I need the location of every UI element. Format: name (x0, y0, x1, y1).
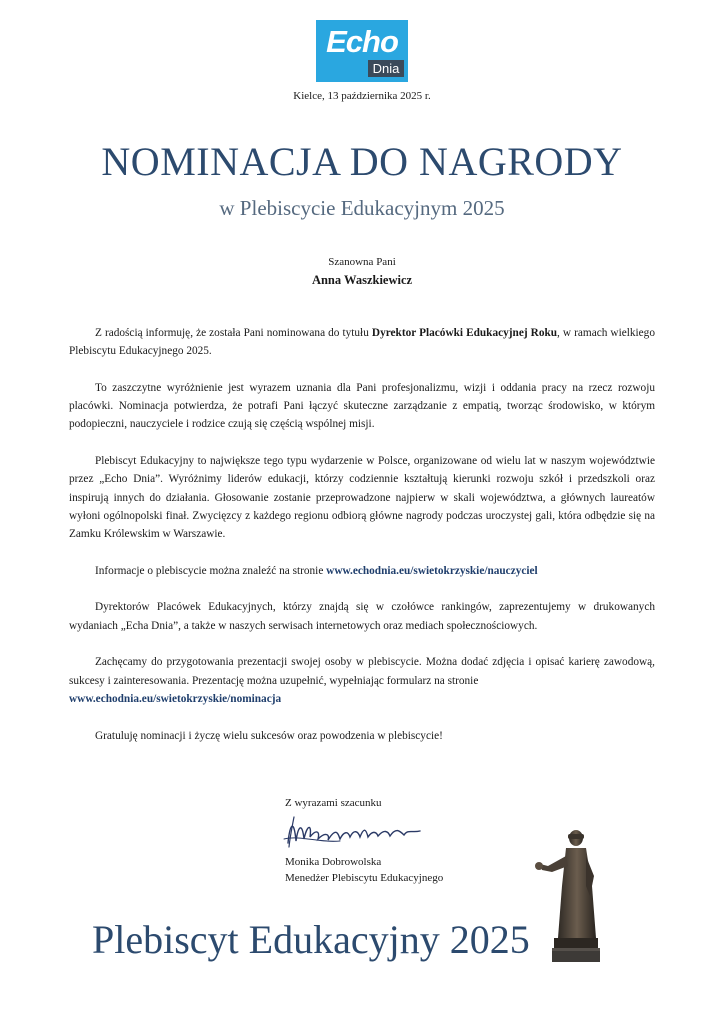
paragraph-congratulations: Gratuluję nominacji i życzę wielu sukcesów oraz powodzenia w plebiscycie! (95, 729, 443, 742)
closing-phrase: Z wyrazami szacunku (285, 797, 382, 809)
paragraph-text: Z radością informuję, że została Pani nominowana do tytułu (95, 327, 372, 339)
award-title: Dyrektor Placówki Edukacyjnej Roku (371, 327, 558, 339)
nomination-form-link[interactable]: www.echodnia.eu/swietokrzyskie/nominacja (69, 692, 282, 705)
document-title: NOMINACJA DO NAGRODY (101, 139, 623, 184)
signer-role: Menedżer Plebiscytu Edukacyjnego (285, 872, 444, 884)
document-subtitle: w Plebiscycie Edukacyjnym 2025 (219, 196, 505, 220)
footer-title: Plebiscyt Edukacyjny 2025 (92, 917, 530, 962)
paragraph-text: Informacje o plebiscycie można znaleźć na stronie (95, 564, 327, 577)
recipient-name: Anna Waszkiewicz (311, 273, 413, 287)
paragraph-nomination (69, 324, 655, 361)
handwritten-signature (280, 813, 430, 851)
paragraph-text: , w ramach wielkiego Plebiscytu Edukacyjnego 2025. (69, 327, 655, 358)
paragraph-info-link (69, 562, 655, 580)
logo-word-echo: Echo (326, 24, 398, 59)
echo-dnia-logo (316, 20, 408, 82)
signer-block (285, 854, 443, 886)
signer-name: Monika Dobrowolska (285, 856, 382, 868)
paragraph-publication: Dyrektorów Placówek Edukacyjnych, którzy znajdą się w czołówce rankingów, zaprezentujemy w drukowanych wydaniach „Echa Dnia”, a także w naszych serwisach internetowych oraz mediach społecznościowych. (69, 601, 655, 632)
paragraph-text: Zachęcamy do przygotowania prezentacji swojej osoby w plebiscycie. Można dodać zdjęcia i opisać karierę zawodową, sukcesy i zainteresowania. Prezentację można uzupełnić, wypełniając formularz na stronie (69, 656, 655, 687)
trophy-statuette-icon (530, 826, 615, 966)
paragraph-encouragement (69, 653, 655, 708)
letter-date: Kielce, 13 października 2025 r. (293, 90, 431, 102)
letter-body (69, 324, 655, 763)
paragraph-recognition: To zaszczytne wyróżnienie jest wyrazem uznania dla Pani profesjonalizmu, wizji i oddania pracy na rzecz rozwoju placówki. Nominacja potwierdza, że potrafi Pani łączyć skuteczne zarządzanie z empatią, tworząc środowisko, w którym podopieczni, nauczyciele i rodzice czują się częścią wspólnej misji. (69, 381, 655, 431)
paragraph-plebiscite-info: Plebiscyt Edukacyjny to największe tego typu wydarzenie w Polsce, organizowane od wielu lat w naszym województwie przez „Echo Dnia”. Wyróżnimy liderów edukacji, którzy codziennie kształtują kierunki rozwoju szkół i przedszkoli oraz inspirują innych do działania. Głosowanie zostanie przeprowadzone najpierw w skali województwa, a głównych laureatów wyłoni ogólnopolski finał. Zwycięzcy z każdego regionu odbiorą główne nagrody podczas uroczystej gali, która odbędzie się na Zamku Królewskim w Warszawie. (69, 455, 655, 541)
logo-word-dnia: Dnia (372, 61, 400, 76)
plebiscite-info-link[interactable]: www.echodnia.eu/swietokrzyskie/nauczyciel (326, 564, 538, 577)
salutation: Szanowna Pani (328, 256, 396, 268)
